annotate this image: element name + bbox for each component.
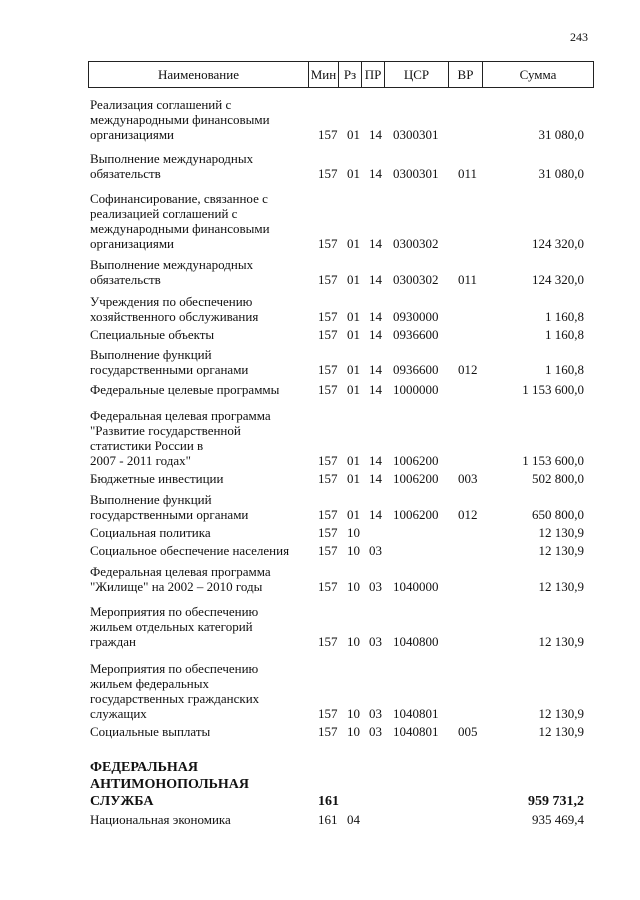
row-rz: 01 (347, 309, 360, 324)
header-vr: ВР (449, 62, 483, 87)
row-min: 157 (318, 272, 338, 287)
row-rz: 01 (347, 327, 360, 342)
header-rz: Рз (339, 62, 362, 87)
row-rz: 10 (347, 579, 360, 594)
row-pr: 14 (369, 272, 382, 287)
row-name: Выполнение международных обязательств (90, 257, 254, 287)
row-vr: 012 (458, 507, 478, 522)
row-pr: 03 (369, 579, 382, 594)
row-pr: 14 (369, 382, 382, 397)
page-number: 243 (570, 30, 588, 44)
row-min: 161 (318, 794, 339, 809)
row-rz: 04 (347, 812, 360, 827)
row-csr: 0300301 (393, 127, 439, 142)
row-sum: 1 153 600,0 (522, 382, 584, 397)
row-rz: 01 (347, 382, 360, 397)
row-rz: 01 (347, 127, 360, 142)
row-csr: 0936600 (393, 362, 439, 377)
row-vr: 011 (458, 166, 478, 181)
header-csr: ЦСР (385, 62, 449, 87)
header-name: Наименование (89, 62, 309, 87)
row-rz: 10 (347, 706, 360, 721)
row-csr: 1006200 (393, 507, 439, 522)
row-min: 157 (318, 525, 338, 540)
row-sum: 31 080,0 (538, 127, 584, 142)
row-pr: 03 (369, 706, 382, 721)
row-min: 161 (318, 812, 338, 827)
row-min: 157 (318, 362, 338, 377)
row-pr: 14 (369, 236, 382, 251)
row-name: Специальные объекты (90, 327, 215, 342)
row-sum: 124 320,0 (532, 272, 584, 287)
row-name: Федеральная целевая программа "Развитие государственной статистики России в 2007 - 2011 годах" (90, 408, 271, 468)
row-pr: 14 (369, 507, 382, 522)
row-sum: 31 080,0 (538, 166, 584, 181)
row-sum: 650 800,0 (532, 507, 584, 522)
row-rz: 10 (347, 634, 360, 649)
row-name: Бюджетные инвестиции (90, 471, 224, 486)
row-rz: 01 (347, 453, 360, 468)
row-pr: 14 (369, 166, 382, 181)
row-name: Федеральные целевые программы (90, 382, 280, 397)
row-min: 157 (318, 127, 338, 142)
row-min: 157 (318, 724, 338, 739)
row-sum: 1 160,8 (545, 362, 584, 377)
row-sum: 1 153 600,0 (522, 453, 584, 468)
row-name: Софинансирование, связанное с реализацией соглашений с международными финансовыми организациями (90, 191, 270, 251)
row-pr: 03 (369, 543, 382, 558)
row-csr: 1000000 (393, 382, 439, 397)
row-pr: 03 (369, 724, 382, 739)
row-csr: 1040801 (393, 706, 439, 721)
row-sum: 1 160,8 (545, 309, 584, 324)
row-pr: 14 (369, 453, 382, 468)
row-min: 157 (318, 634, 338, 649)
row-name: Социальная политика (90, 525, 211, 540)
row-csr: 1040800 (393, 634, 439, 649)
header-min: Мин (309, 62, 339, 87)
row-min: 157 (318, 543, 338, 558)
row-sum: 502 800,0 (532, 471, 584, 486)
header-sum: Сумма (519, 66, 557, 82)
row-name: Федеральная целевая программа "Жилище" на 2002 – 2010 годы (90, 564, 271, 594)
row-rz: 01 (347, 272, 360, 287)
row-vr: 003 (458, 471, 478, 486)
row-name: ФЕДЕРАЛЬНАЯ АНТИМОНОПОЛЬНАЯ СЛУЖБА (90, 760, 249, 809)
row-name: Национальная экономика (90, 812, 231, 827)
row-rz: 01 (347, 471, 360, 486)
row-csr: 0300302 (393, 236, 439, 251)
row-name: Мероприятия по обеспечению жильем федеральных государственных гражданских служащих (90, 661, 260, 721)
row-csr: 0300302 (393, 272, 439, 287)
row-sum: 124 320,0 (532, 236, 584, 251)
row-csr: 1040801 (393, 724, 439, 739)
row-name: Мероприятия по обеспечению жильем отдельных категорий граждан (90, 604, 259, 649)
row-min: 157 (318, 471, 338, 486)
row-sum: 12 130,9 (538, 579, 584, 594)
row-min: 157 (318, 507, 338, 522)
row-min: 157 (318, 166, 338, 181)
row-name: Выполнение функций государственными органами (90, 347, 249, 377)
row-sum: 12 130,9 (538, 724, 584, 739)
row-pr: 14 (369, 327, 382, 342)
row-sum: 1 160,8 (545, 327, 584, 342)
row-sum: 12 130,9 (538, 543, 584, 558)
row-sum: 12 130,9 (538, 634, 584, 649)
row-csr: 0930000 (393, 309, 439, 324)
row-csr: 0300301 (393, 166, 439, 181)
row-min: 157 (318, 453, 338, 468)
row-rz: 01 (347, 507, 360, 522)
row-vr: 011 (458, 272, 478, 287)
row-min: 157 (318, 236, 338, 251)
row-min: 157 (318, 309, 338, 324)
row-pr: 14 (369, 471, 382, 486)
row-pr: 14 (369, 362, 382, 377)
row-rz: 01 (347, 166, 360, 181)
row-csr: 1040000 (393, 579, 439, 594)
row-name: Социальное обеспечение населения (90, 543, 290, 558)
row-pr: 14 (369, 127, 382, 142)
row-sum: 12 130,9 (538, 706, 584, 721)
row-rz: 01 (347, 236, 360, 251)
row-sum: 935 469,4 (532, 812, 584, 827)
row-name: Выполнение международных обязательств (90, 151, 254, 181)
row-name: Выполнение функций государственными органами (90, 492, 249, 522)
row-rz: 10 (347, 724, 360, 739)
row-csr: 1006200 (393, 453, 439, 468)
row-min: 157 (318, 579, 338, 594)
row-min: 157 (318, 382, 338, 397)
row-pr: 14 (369, 309, 382, 324)
row-name: Социальные выплаты (90, 724, 211, 739)
row-pr: 03 (369, 634, 382, 649)
row-csr: 0936600 (393, 327, 439, 342)
row-name: Реализация соглашений с международными финансовыми организациями (90, 97, 270, 142)
row-name: Учреждения по обеспечению хозяйственного обслуживания (90, 294, 259, 324)
row-csr: 1006200 (393, 471, 439, 486)
row-vr: 005 (458, 724, 478, 739)
row-rz: 10 (347, 543, 360, 558)
row-sum: 12 130,9 (538, 525, 584, 540)
row-rz: 01 (347, 362, 360, 377)
row-vr: 012 (458, 362, 478, 377)
row-min: 157 (318, 706, 338, 721)
row-min: 157 (318, 327, 338, 342)
row-rz: 10 (347, 525, 360, 540)
row-sum: 959 731,2 (528, 794, 584, 809)
header-pr: ПР (362, 62, 385, 87)
